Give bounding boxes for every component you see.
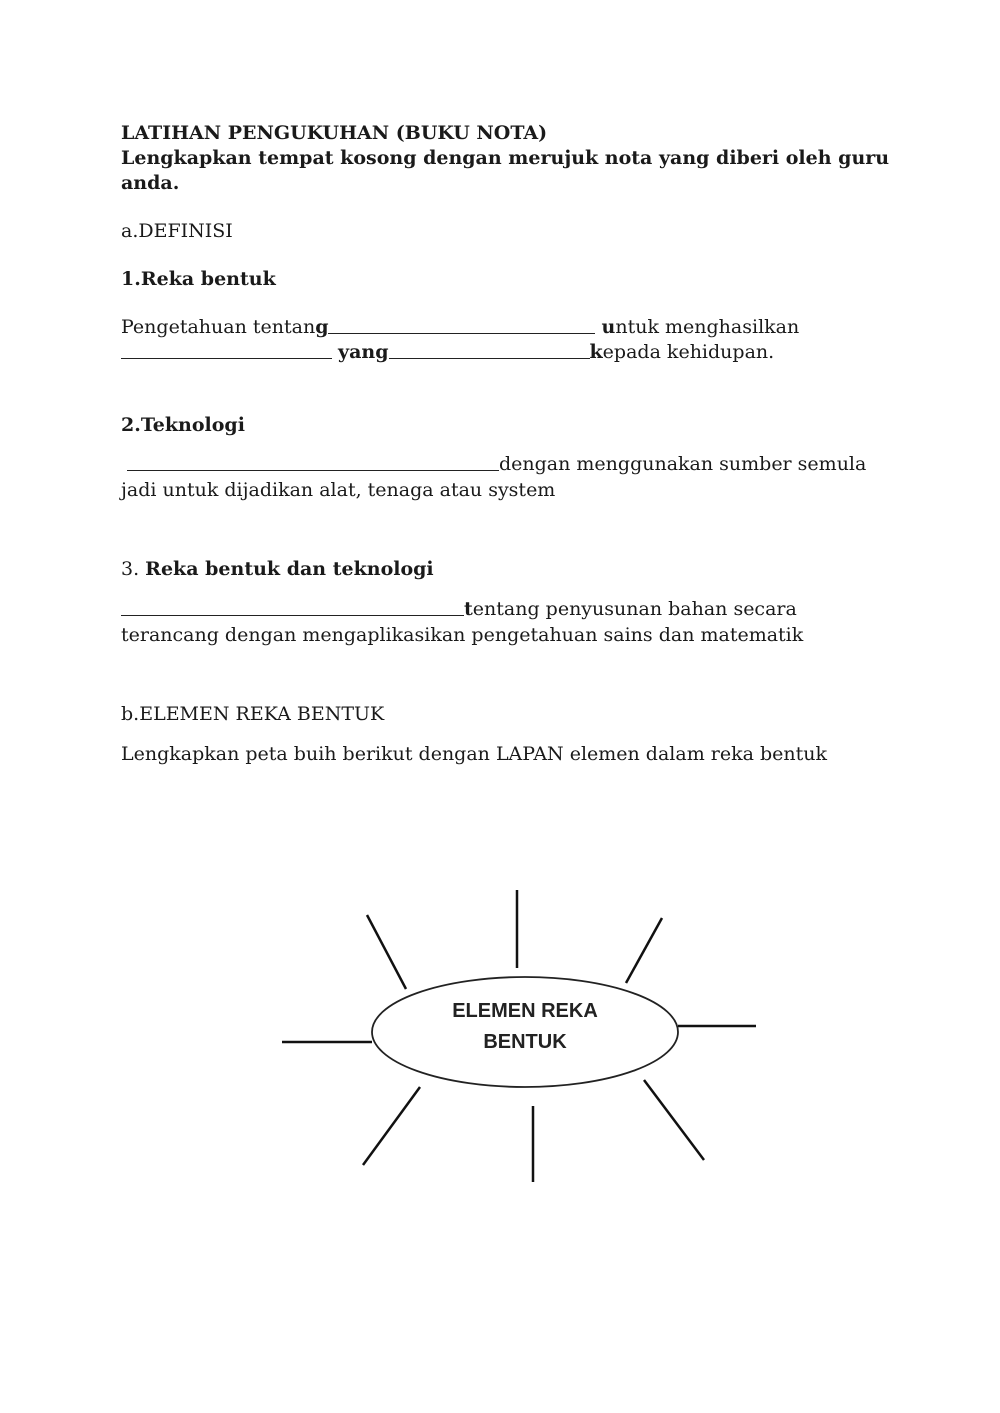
item1-bold-k: k [589,341,603,363]
item1-bold-g: g [315,316,329,338]
item2-heading: 2.Teknologi [121,414,245,436]
instruction-line-2: anda. [121,172,180,194]
item3-line-2: terancang dengan mengaplikasikan pengetahuan sains dan matematik [121,624,804,646]
item2-suffix: dengan menggunakan sumber semula [499,453,867,475]
section-a-heading: a.DEFINISI [121,220,233,242]
item1-prefix: Pengetahuan tentan [121,316,316,338]
item3-heading-text: Reka bentuk dan teknologi [145,558,434,580]
item1-bold-yang: yang [338,341,389,363]
instruction-line-1: Lengkapkan tempat kosong dengan merujuk nota yang diberi oleh guru [121,147,890,169]
bubble-center-line-1: ELEMEN REKA [452,1000,598,1022]
bubble-center-line-2: BENTUK [483,1031,567,1053]
item1-bold-u: u [601,316,616,338]
worksheet-title: LATIHAN PENGUKUHAN (BUKU NOTA) [121,122,548,144]
item1-end: epada kehidupan. [602,341,775,363]
spoke-top-left[interactable] [367,915,406,989]
item2-line-2: jadi untuk dijadikan alat, tenaga atau system [121,479,556,501]
item1-mid: ntuk menghasilkan [615,316,800,338]
spoke-top-right[interactable] [626,918,662,983]
item3-heading-number: 3. [121,558,146,580]
spoke-bottom-left[interactable] [363,1087,420,1165]
section-b-heading: b.ELEMEN REKA BENTUK [121,703,385,725]
item3-suffix: entang penyusunan bahan secara [472,598,797,620]
section-b-instruction: Lengkapkan peta buih berikut dengan LAPAN elemen dalam reka bentuk [121,743,827,765]
item1-heading: 1.Reka bentuk [121,268,276,290]
item3-bold-t: t [464,598,473,620]
spoke-bottom-right[interactable] [644,1080,704,1160]
bubble-center-label [425,996,625,1058]
